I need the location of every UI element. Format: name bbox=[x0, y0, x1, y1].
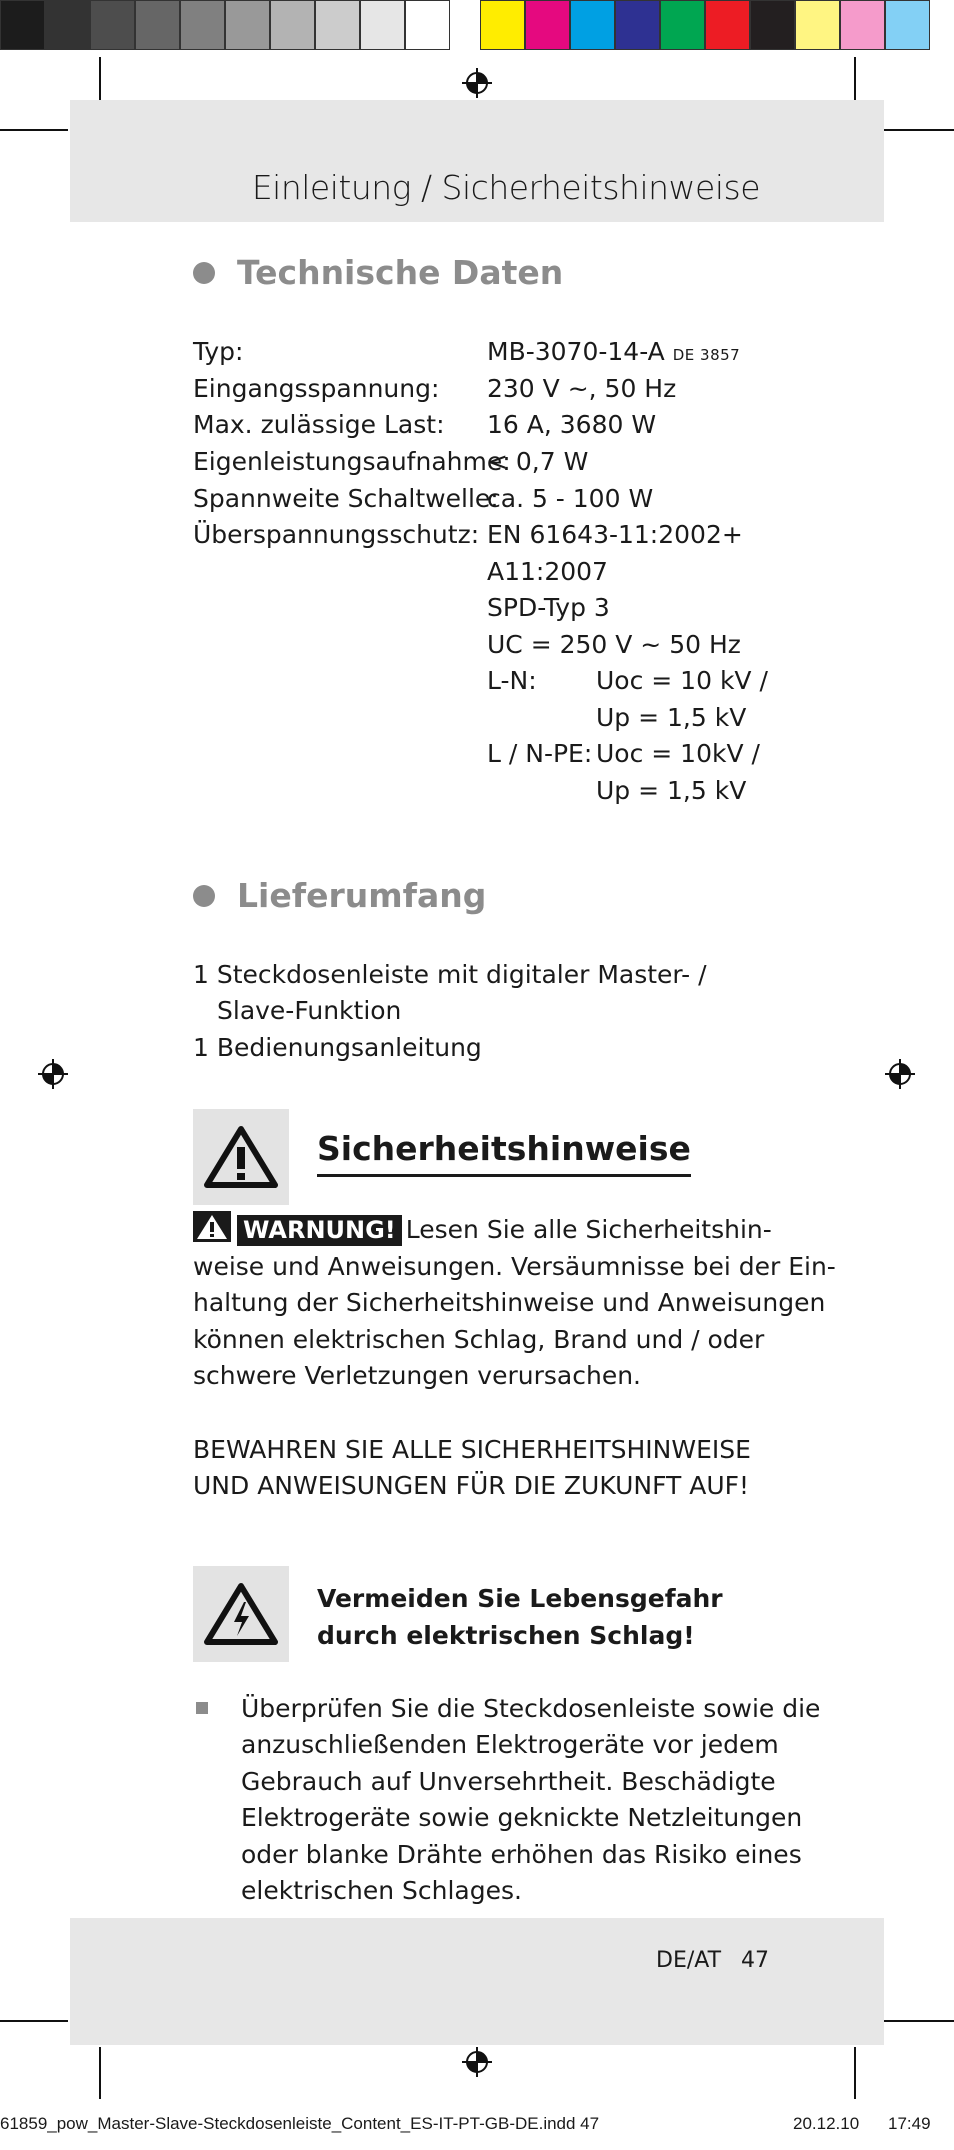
warning-text: weise und Anweisungen. Versäumnisse bei der Ein- bbox=[193, 1252, 836, 1281]
footer-band bbox=[70, 1918, 884, 2045]
color-swatch bbox=[705, 0, 750, 50]
bullet-text: anzuschließenden Elektrogeräte vor jedem bbox=[241, 1730, 779, 1759]
shock-heading-line: Vermeiden Sie Lebensgefahr bbox=[317, 1584, 723, 1613]
spec-value: ca. 5 - 100 W bbox=[487, 484, 654, 513]
spec-value: < 0,7 W bbox=[487, 447, 589, 476]
color-swatch bbox=[750, 0, 795, 50]
page-number: 47 bbox=[741, 1948, 769, 1973]
warning-text: Lesen Sie alle Sicherheitshin- bbox=[405, 1215, 772, 1244]
color-swatch bbox=[180, 0, 225, 50]
section-title: Technische Daten bbox=[237, 253, 564, 292]
shock-icon-box bbox=[193, 1566, 289, 1662]
spec-label: Typ: bbox=[193, 337, 244, 366]
keep-instructions: BEWAHREN SIE ALLE SICHERHEITSHINWEISE bbox=[193, 1435, 751, 1464]
spec-label: Überspannungsschutz: bbox=[193, 520, 480, 549]
color-swatch bbox=[615, 0, 660, 50]
spec-value: 230 V ~, 50 Hz bbox=[487, 374, 677, 403]
color-swatch bbox=[90, 0, 135, 50]
crop-mark bbox=[878, 2020, 954, 2022]
color-swatch bbox=[525, 0, 570, 50]
crop-mark bbox=[0, 129, 68, 131]
spec-value: SPD-Typ 3 bbox=[487, 593, 610, 622]
color-swatch bbox=[270, 0, 315, 50]
spec-sublabel: L / N-PE: bbox=[487, 739, 593, 768]
warning-badge: WARNUNG! bbox=[237, 1215, 402, 1246]
spec-sublabel: L-N: bbox=[487, 666, 537, 695]
color-swatch bbox=[315, 0, 360, 50]
bullet-text: elektrischen Schlages. bbox=[241, 1876, 522, 1905]
footer-locale: DE/AT bbox=[656, 1948, 722, 1973]
bullet-text: oder blanke Drähte erhöhen das Risiko eines bbox=[241, 1840, 802, 1869]
registration-mark-icon bbox=[885, 1059, 915, 1089]
section-heading-delivery bbox=[193, 876, 486, 915]
bullet-dot-icon bbox=[193, 885, 215, 907]
electric-shock-icon bbox=[204, 1582, 278, 1646]
color-swatch bbox=[840, 0, 885, 50]
section-heading-technical bbox=[193, 253, 563, 292]
crop-mark bbox=[878, 129, 954, 131]
list-item: 1 Bedienungsanleitung bbox=[193, 1033, 482, 1062]
list-item-continuation: Slave-Funktion bbox=[217, 996, 402, 1025]
crop-mark bbox=[99, 2047, 101, 2099]
crop-mark bbox=[0, 2020, 68, 2022]
crop-mark bbox=[854, 57, 856, 103]
page-title: Einleitung / Sicherheitshinweise bbox=[251, 168, 760, 207]
spec-label: Eingangsspannung: bbox=[193, 374, 440, 403]
registration-mark-icon bbox=[462, 2047, 492, 2077]
spec-label: Max. zulässige Last: bbox=[193, 410, 445, 439]
color-swatch bbox=[225, 0, 270, 50]
spec-value: MB-3070-14-A DE 3857 bbox=[487, 337, 741, 366]
crop-mark bbox=[99, 57, 101, 103]
registration-mark-icon bbox=[462, 68, 492, 98]
spec-value: UC = 250 V ~ 50 Hz bbox=[487, 630, 741, 659]
bullet-dot-icon bbox=[193, 262, 215, 284]
color-swatch bbox=[795, 0, 840, 50]
bullet-text: Überprüfen Sie die Steckdosenleiste sowie die bbox=[241, 1694, 821, 1723]
spec-value: A11:2007 bbox=[487, 557, 608, 586]
color-swatch bbox=[480, 0, 525, 50]
warning-badge-icon bbox=[193, 1211, 231, 1242]
color-swatch bbox=[45, 0, 90, 50]
registration-mark-icon bbox=[38, 1059, 68, 1089]
spec-value: Uoc = 10 kV / bbox=[596, 666, 768, 695]
warning-triangle-icon bbox=[204, 1125, 278, 1189]
shock-heading-line: durch elektrischen Schlag! bbox=[317, 1621, 695, 1650]
section-title: Lieferumfang bbox=[237, 876, 487, 915]
crop-mark bbox=[854, 2047, 856, 2099]
color-swatch bbox=[0, 0, 45, 50]
print-color-bar bbox=[0, 0, 930, 50]
warning-text: können elektrischen Schlag, Brand und / oder bbox=[193, 1325, 765, 1354]
warning-icon-box bbox=[193, 1109, 289, 1205]
keep-instructions: UND ANWEISUNGEN FÜR DIE ZUKUNFT AUF! bbox=[193, 1471, 750, 1500]
spec-value: 16 A, 3680 W bbox=[487, 410, 657, 439]
color-swatch bbox=[660, 0, 705, 50]
color-swatch bbox=[570, 0, 615, 50]
color-swatch bbox=[885, 0, 930, 50]
warning-line bbox=[193, 1211, 772, 1248]
spec-value: Uoc = 10kV / bbox=[596, 739, 760, 768]
spec-value: Up = 1,5 kV bbox=[596, 703, 747, 732]
spec-label: Eigenleistungsaufnahme: bbox=[193, 447, 511, 476]
warning-text: haltung der Sicherheitshinweise und Anweisungen bbox=[193, 1288, 826, 1317]
spec-suffix: DE 3857 bbox=[672, 346, 741, 364]
bullet-text: Elektrogeräte sowie geknickte Netzleitungen bbox=[241, 1803, 803, 1832]
bullet-text: Gebrauch auf Unversehrtheit. Beschädigte bbox=[241, 1767, 776, 1796]
print-slug-date: 20.12.10 bbox=[793, 2114, 860, 2133]
warning-text: schwere Verletzungen verursachen. bbox=[193, 1361, 641, 1390]
color-swatch bbox=[135, 0, 180, 50]
color-swatch bbox=[405, 0, 450, 50]
spec-value: Up = 1,5 kV bbox=[596, 776, 747, 805]
spec-label: Spannweite Schaltwelle: bbox=[193, 484, 499, 513]
print-slug-file: 61859_pow_Master-Slave-Steckdosenleiste_Content_ES-IT-PT-GB-DE.indd 47 bbox=[0, 2114, 600, 2133]
list-item: 1 Steckdosenleiste mit digitaler Master- / bbox=[193, 960, 707, 989]
bullet-square-icon bbox=[196, 1702, 208, 1714]
print-slug-time: 17:49 bbox=[888, 2114, 931, 2133]
shock-heading bbox=[317, 1580, 723, 1654]
safety-heading: Sicherheitshinweise bbox=[317, 1129, 691, 1177]
color-swatch bbox=[360, 0, 405, 50]
spec-value: EN 61643-11:2002+ bbox=[487, 520, 743, 549]
